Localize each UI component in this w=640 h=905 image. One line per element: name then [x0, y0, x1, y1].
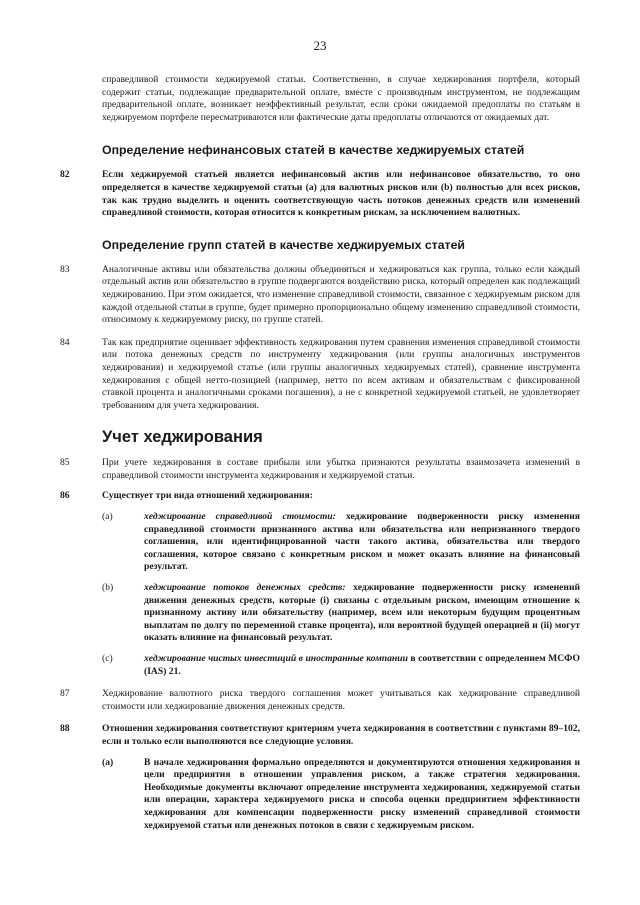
subparagraph-88a — [102, 757, 580, 833]
subparagraph-86c — [102, 653, 580, 678]
paragraph-86 — [60, 490, 580, 503]
section-heading-groups: Определение групп статей в качестве хеджируемых статей — [102, 237, 465, 252]
subparagraph-text — [144, 653, 580, 678]
paragraph-number: 83 — [60, 263, 70, 275]
paragraph-82 — [60, 169, 580, 219]
subparagraph-text: В начале хеджирования формально определяются и документируются отношения хеджирования и цели предприятия в отношении управления риском, а также стратегия хеджирования. Необходимые документы включают определение инструмента хеджирования, хеджируемой статьи или операции, характера хеджируемого риска и способа оценки предприятием эффективности хеджирования для компенсации подверженности риску изменений справедливой стоимости хеджируемой статьи или денежных потоков в связи с хеджируемым риском. — [144, 756, 580, 831]
section-heading-hedge-accounting: Учет хеджирования — [102, 428, 263, 447]
subparagraph-number: (a) — [102, 511, 113, 523]
paragraph-text: Отношения хеджирования соответствуют критериям учета хеджирования в соответствии с пунктами 89–102, если и только если выполняются все следующие условия. — [102, 723, 580, 747]
paragraph-text: Хеджирование валютного риска твердого соглашения может учитываться как хеджирование справедливой стоимости или хеджирование движения денежных средств. — [102, 688, 580, 712]
paragraph-83 — [60, 264, 580, 327]
section-heading-nonfinancial: Определение нефинансовых статей в качестве хеджируемых статей — [102, 143, 525, 158]
paragraph-text: Так как предприятие оценивает эффективность хеджирования путем сравнения изменения справедливой стоимости или потока денежных средств по инструменту хеджирования (или группы аналогичных инструментов хеджирования) и хеджируемой статье (или группы аналогичных хеджируемых статей), сравнение инструмента хеджирования с общей нетто-позицией (например, нетто по всем активам и обязательствам с фиксированной ставкой процента и аналогичными сроками погашения), а не с конкретной хеджируемой статьей, не удовлетворяет требованиям для учета хеджирования. — [102, 336, 580, 411]
paragraph-number: 82 — [60, 169, 70, 181]
paragraph-87 — [60, 688, 580, 713]
subparagraph-number: (b) — [102, 582, 114, 594]
page-number: 23 — [313, 38, 327, 53]
definition: хеджирование подверженности риску изменений движения денежных средств, которые (i) связаны с отдельным риском, имеющим отношение к признанному активу или обязательству (например, всем или некоторым будущим процентным выплатам по долгу по переменной ставке процента), или вероятной будущей операцией и (ii) могут оказать влияние на финансовый результат. — [144, 582, 580, 644]
paragraph-number: 85 — [60, 457, 70, 469]
term: хеджирование чистых инвестиций в иностранные компании — [144, 653, 408, 664]
document-body — [60, 74, 580, 832]
term: хеджирование справедливой стоимости: — [144, 511, 336, 523]
paragraph-number: 86 — [60, 490, 70, 502]
definition: хеджирование подверженности риску изменения справедливой стоимости признанного актива или обязательства или непризнанного твердого соглашения, или идентифицированной части такого актива, обязательства или твердого соглашения, которое связано с конкретным риском и может оказать влияние на финансовый результат. — [144, 511, 580, 573]
term: хеджирование потоков денежных средств: — [144, 582, 346, 594]
subparagraph-number: (a) — [102, 756, 114, 768]
subparagraph-86a — [102, 511, 580, 574]
paragraph-text: Если хеджируемой статьей является нефинансовый актив или нефинансовое обязательство, то оно определяется в качестве хеджируемой статьи (а) для валютных рисков или (b) полностью для всех рисков, так как трудно выделить и оценить соответствующую часть потоков денежных средств или изменений справедливой стоимости, которая относится к конкретным рискам, за исключением валютных. — [102, 169, 580, 219]
intro-paragraph: справедливой стоимости хеджируемой статьи. Соответственно, в случае хеджирования портфеля, который содержит статьи, подлежащие предварительной оплате, вместе с производным инструментом, не подлежащим предварительной оплате, возникает неэффективный результат, если сроки ожидаемой предоплаты по статьям в хеджируемом портфеле пересматриваются или фактические даты предоплаты отличаются от ожидаемых дат. — [102, 74, 580, 123]
paragraph-85 — [60, 457, 580, 482]
paragraph-88 — [60, 723, 580, 748]
paragraph-text: При учете хеджирования в составе прибыли или убытка признаются результаты взаимозачета изменений в справедливой стоимости инструмента хеджирования и хеджируемой статьи. — [102, 457, 580, 481]
paragraph-text: Аналогичные активы или обязательства должны объединяться и хеджироваться как группа, только если каждый отдельный актив или обязательство в группе подвергаются воздействию риска, который определен как подлежащий хеджированию. При этом ожидается, что изменение справедливой стоимости, связанное с хеджируемым риском для каждой отдельной статьи в группе, будет примерно пропорционально общему изменению справедливой стоимости, относимому к хеджируемому риску, по группе статей. — [102, 263, 580, 326]
paragraph-text: Существует три вида отношений хеджирования: — [102, 490, 313, 502]
paragraph-number: 87 — [60, 688, 70, 700]
definition: в соответствии с определением МСФО (IAS) 21. — [144, 653, 580, 677]
paragraph-84 — [60, 337, 580, 413]
subparagraph-text — [144, 511, 580, 574]
subparagraph-number: (c) — [102, 653, 113, 664]
subparagraph-text — [144, 582, 580, 645]
subparagraph-86b — [102, 582, 580, 645]
paragraph-number: 84 — [60, 336, 70, 348]
paragraph-number: 88 — [60, 723, 70, 735]
